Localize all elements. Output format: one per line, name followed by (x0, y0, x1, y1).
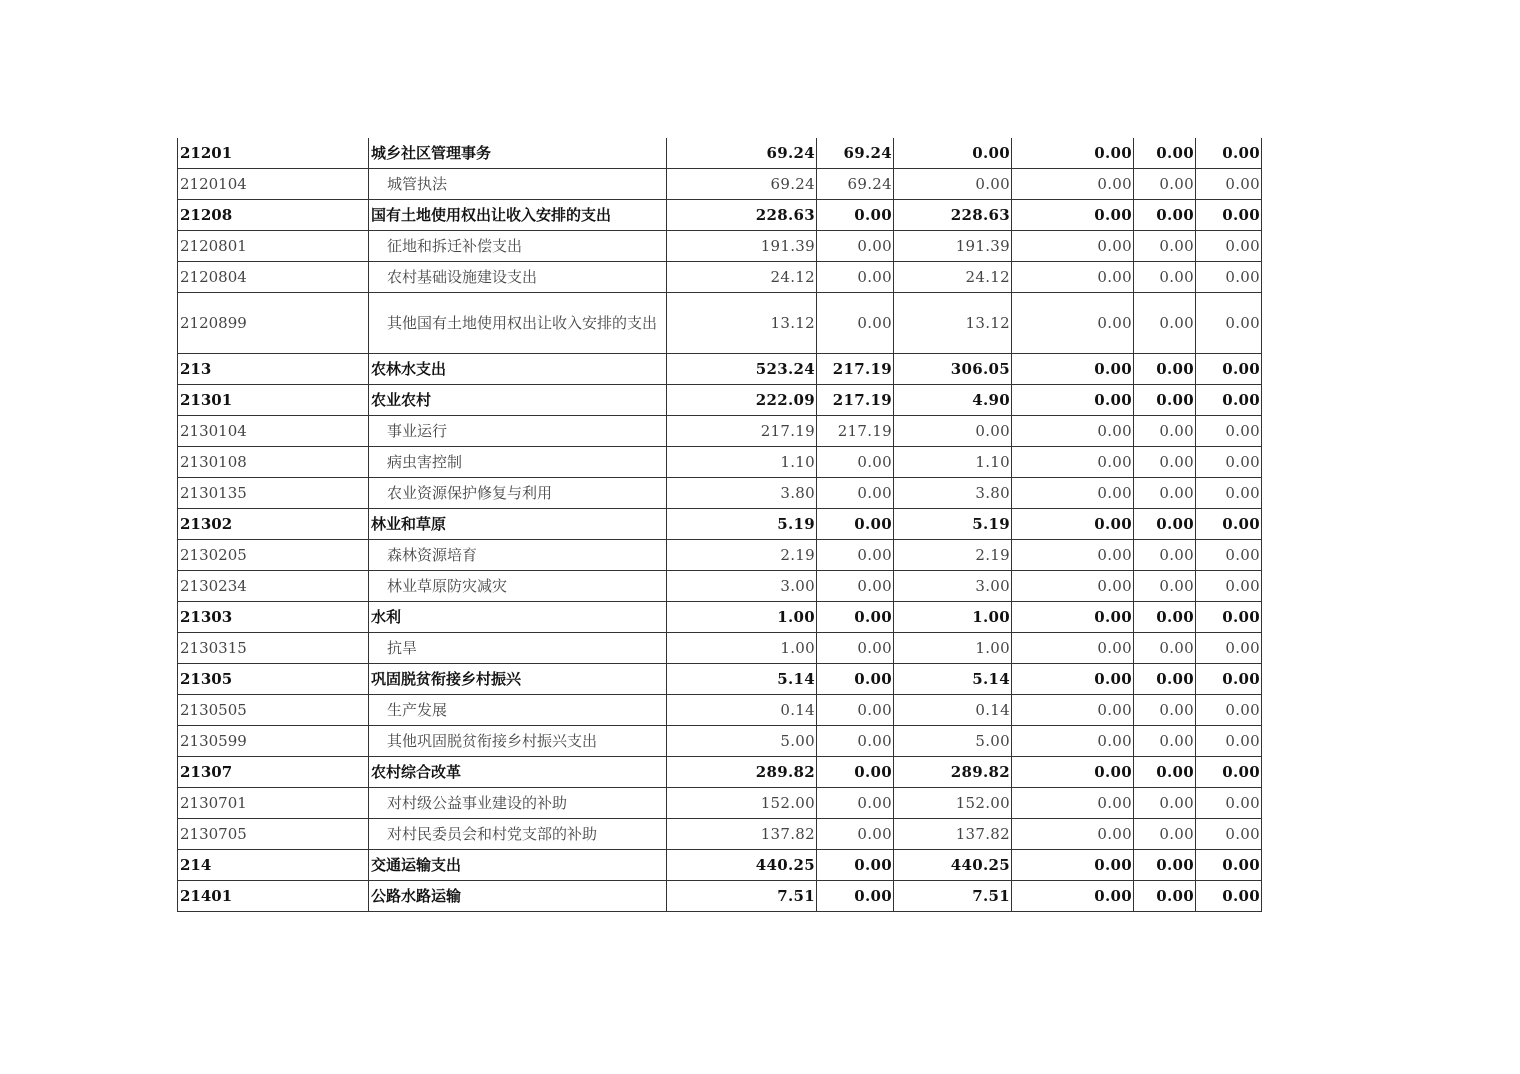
amount-cell-col5: 0.00 (1134, 602, 1196, 633)
subject-name-text: 林业草原防灾减灾 (387, 577, 508, 595)
subject-name-text: 对村级公益事业建设的补助 (387, 794, 568, 812)
amount-cell-col2: 0.00 (817, 602, 894, 633)
item-row (178, 695, 1262, 726)
amount-cell-col2: 0.00 (817, 881, 894, 912)
amount-cell-col4: 0.00 (1012, 602, 1134, 633)
amount-cell-col4: 0.00 (1012, 478, 1134, 509)
amount-cell-col2: 0.00 (817, 540, 894, 571)
category-row (178, 138, 1262, 169)
amount-cell-col5: 0.00 (1134, 726, 1196, 757)
amount-cell-col1: 137.82 (667, 819, 817, 850)
amount-cell-col3: 306.05 (894, 354, 1012, 385)
item-row (178, 478, 1262, 509)
amount-cell-col2: 0.00 (817, 571, 894, 602)
amount-cell-col4: 0.00 (1012, 200, 1134, 231)
amount-cell-col6: 0.00 (1196, 200, 1262, 231)
subject-name-cell (369, 850, 667, 881)
amount-cell-col6: 0.00 (1196, 385, 1262, 416)
subject-name-text: 农村综合改革 (371, 763, 462, 781)
subject-name-text: 其他国有土地使用权出让收入安排的支出 (387, 314, 658, 332)
amount-cell-col1: 228.63 (667, 200, 817, 231)
amount-cell-col2: 217.19 (817, 354, 894, 385)
subject-code-cell: 2130315 (178, 633, 369, 664)
amount-cell-col4: 0.00 (1012, 881, 1134, 912)
category-row (178, 385, 1262, 416)
subject-code-cell: 214 (178, 850, 369, 881)
amount-cell-col3: 2.19 (894, 540, 1012, 571)
amount-cell-col5: 0.00 (1134, 478, 1196, 509)
amount-cell-col3: 0.00 (894, 169, 1012, 200)
category-row (178, 200, 1262, 231)
amount-cell-col5: 0.00 (1134, 757, 1196, 788)
amount-cell-col1: 69.24 (667, 169, 817, 200)
amount-cell-col3: 228.63 (894, 200, 1012, 231)
item-row (178, 633, 1262, 664)
item-row (178, 169, 1262, 200)
amount-cell-col2: 0.00 (817, 633, 894, 664)
amount-cell-col1: 440.25 (667, 850, 817, 881)
amount-cell-col6: 0.00 (1196, 447, 1262, 478)
amount-cell-col5: 0.00 (1134, 293, 1196, 354)
amount-cell-col3: 440.25 (894, 850, 1012, 881)
subject-name-text: 农林水支出 (371, 360, 447, 378)
amount-cell-col1: 152.00 (667, 788, 817, 819)
subject-code-cell: 2130104 (178, 416, 369, 447)
amount-cell-col5: 0.00 (1134, 138, 1196, 169)
subject-name-cell (369, 169, 667, 200)
amount-cell-col5: 0.00 (1134, 788, 1196, 819)
amount-cell-col2: 0.00 (817, 664, 894, 695)
subject-code-cell: 213 (178, 354, 369, 385)
amount-cell-col3: 5.19 (894, 509, 1012, 540)
subject-name-text: 城管执法 (387, 175, 448, 193)
amount-cell-col6: 0.00 (1196, 726, 1262, 757)
amount-cell-col6: 0.00 (1196, 416, 1262, 447)
subject-name-cell (369, 509, 667, 540)
item-row (178, 726, 1262, 757)
amount-cell-col2: 0.00 (817, 231, 894, 262)
amount-cell-col2: 69.24 (817, 138, 894, 169)
amount-cell-col1: 24.12 (667, 262, 817, 293)
amount-cell-col5: 0.00 (1134, 850, 1196, 881)
subject-name-text: 生产发展 (387, 701, 448, 719)
amount-cell-col4: 0.00 (1012, 354, 1134, 385)
amount-cell-col1: 2.19 (667, 540, 817, 571)
amount-cell-col2: 69.24 (817, 169, 894, 200)
amount-cell-col3: 137.82 (894, 819, 1012, 850)
subject-name-text: 对村民委员会和村党支部的补助 (387, 825, 598, 843)
subject-code-cell: 21208 (178, 200, 369, 231)
subject-name-text: 其他巩固脱贫衔接乡村振兴支出 (387, 732, 598, 750)
subject-name-cell (369, 231, 667, 262)
amount-cell-col5: 0.00 (1134, 262, 1196, 293)
amount-cell-col1: 0.14 (667, 695, 817, 726)
amount-cell-col1: 523.24 (667, 354, 817, 385)
amount-cell-col1: 5.14 (667, 664, 817, 695)
amount-cell-col5: 0.00 (1134, 881, 1196, 912)
subject-name-text: 巩固脱贫衔接乡村振兴 (371, 670, 522, 688)
subject-name-cell (369, 385, 667, 416)
subject-name-text: 事业运行 (387, 422, 448, 440)
subject-name-text: 抗旱 (387, 639, 418, 657)
subject-code-cell: 21302 (178, 509, 369, 540)
subject-name-cell (369, 354, 667, 385)
amount-cell-col5: 0.00 (1134, 571, 1196, 602)
amount-cell-col4: 0.00 (1012, 757, 1134, 788)
amount-cell-col2: 0.00 (817, 757, 894, 788)
amount-cell-col6: 0.00 (1196, 788, 1262, 819)
amount-cell-col2: 0.00 (817, 819, 894, 850)
amount-cell-col4: 0.00 (1012, 850, 1134, 881)
item-row (178, 231, 1262, 262)
amount-cell-col1: 217.19 (667, 416, 817, 447)
amount-cell-col5: 0.00 (1134, 633, 1196, 664)
category-row (178, 509, 1262, 540)
amount-cell-col6: 0.00 (1196, 757, 1262, 788)
subject-name-cell (369, 416, 667, 447)
amount-cell-col2: 217.19 (817, 385, 894, 416)
amount-cell-col4: 0.00 (1012, 695, 1134, 726)
subject-name-text: 城乡社区管理事务 (371, 144, 492, 162)
item-row (178, 788, 1262, 819)
amount-cell-col3: 5.14 (894, 664, 1012, 695)
amount-cell-col2: 0.00 (817, 293, 894, 354)
amount-cell-col2: 0.00 (817, 200, 894, 231)
subject-name-cell (369, 138, 667, 169)
item-row (178, 416, 1262, 447)
subject-code-cell: 21201 (178, 138, 369, 169)
subject-name-text: 征地和拆迁补偿支出 (387, 237, 523, 255)
amount-cell-col3: 13.12 (894, 293, 1012, 354)
amount-cell-col1: 191.39 (667, 231, 817, 262)
amount-cell-col2: 0.00 (817, 447, 894, 478)
subject-code-cell: 21307 (178, 757, 369, 788)
subject-code-cell: 21305 (178, 664, 369, 695)
subject-name-cell (369, 540, 667, 571)
subject-code-cell: 21301 (178, 385, 369, 416)
amount-cell-col3: 152.00 (894, 788, 1012, 819)
amount-cell-col4: 0.00 (1012, 293, 1134, 354)
amount-cell-col6: 0.00 (1196, 231, 1262, 262)
amount-cell-col4: 0.00 (1012, 138, 1134, 169)
subject-code-cell: 2130505 (178, 695, 369, 726)
subject-name-text: 林业和草原 (371, 515, 447, 533)
subject-name-text: 国有土地使用权出让收入安排的支出 (371, 206, 612, 224)
amount-cell-col5: 0.00 (1134, 416, 1196, 447)
amount-cell-col4: 0.00 (1012, 664, 1134, 695)
amount-cell-col2: 0.00 (817, 850, 894, 881)
amount-cell-col2: 0.00 (817, 509, 894, 540)
subject-name-cell (369, 200, 667, 231)
amount-cell-col1: 1.00 (667, 633, 817, 664)
subject-name-text: 农业农村 (371, 391, 432, 409)
subject-name-cell (369, 819, 667, 850)
item-row (178, 819, 1262, 850)
category-row (178, 881, 1262, 912)
item-row (178, 262, 1262, 293)
amount-cell-col6: 0.00 (1196, 262, 1262, 293)
subject-name-cell (369, 293, 667, 354)
amount-cell-col6: 0.00 (1196, 169, 1262, 200)
subject-name-text: 农业资源保护修复与利用 (387, 484, 553, 502)
subject-code-cell: 2130234 (178, 571, 369, 602)
amount-cell-col6: 0.00 (1196, 695, 1262, 726)
amount-cell-col6: 0.00 (1196, 354, 1262, 385)
amount-cell-col4: 0.00 (1012, 819, 1134, 850)
amount-cell-col1: 7.51 (667, 881, 817, 912)
item-row (178, 571, 1262, 602)
amount-cell-col3: 0.00 (894, 416, 1012, 447)
amount-cell-col1: 289.82 (667, 757, 817, 788)
subject-name-cell (369, 571, 667, 602)
amount-cell-col3: 289.82 (894, 757, 1012, 788)
amount-cell-col6: 0.00 (1196, 881, 1262, 912)
amount-cell-col2: 0.00 (817, 478, 894, 509)
amount-cell-col4: 0.00 (1012, 633, 1134, 664)
subject-code-cell: 2130135 (178, 478, 369, 509)
subject-name-cell (369, 726, 667, 757)
category-row (178, 354, 1262, 385)
category-row (178, 850, 1262, 881)
amount-cell-col1: 1.10 (667, 447, 817, 478)
amount-cell-col1: 1.00 (667, 602, 817, 633)
subject-name-cell (369, 695, 667, 726)
subject-code-cell: 21401 (178, 881, 369, 912)
amount-cell-col3: 5.00 (894, 726, 1012, 757)
amount-cell-col4: 0.00 (1012, 385, 1134, 416)
amount-cell-col6: 0.00 (1196, 293, 1262, 354)
subject-code-cell: 2130108 (178, 447, 369, 478)
amount-cell-col4: 0.00 (1012, 416, 1134, 447)
subject-code-cell: 2130205 (178, 540, 369, 571)
amount-cell-col2: 0.00 (817, 695, 894, 726)
subject-name-text: 交通运输支出 (371, 856, 462, 874)
amount-cell-col6: 0.00 (1196, 664, 1262, 695)
subject-code-cell: 2130701 (178, 788, 369, 819)
subject-name-cell (369, 757, 667, 788)
amount-cell-col5: 0.00 (1134, 509, 1196, 540)
amount-cell-col3: 0.14 (894, 695, 1012, 726)
amount-cell-col4: 0.00 (1012, 447, 1134, 478)
amount-cell-col1: 3.00 (667, 571, 817, 602)
amount-cell-col6: 0.00 (1196, 540, 1262, 571)
amount-cell-col4: 0.00 (1012, 571, 1134, 602)
amount-cell-col5: 0.00 (1134, 819, 1196, 850)
item-row (178, 540, 1262, 571)
amount-cell-col3: 3.80 (894, 478, 1012, 509)
subject-name-cell (369, 664, 667, 695)
amount-cell-col2: 217.19 (817, 416, 894, 447)
subject-name-text: 农村基础设施建设支出 (387, 268, 538, 286)
amount-cell-col5: 0.00 (1134, 231, 1196, 262)
subject-name-text: 病虫害控制 (387, 453, 463, 471)
amount-cell-col3: 24.12 (894, 262, 1012, 293)
amount-cell-col3: 1.00 (894, 602, 1012, 633)
amount-cell-col4: 0.00 (1012, 726, 1134, 757)
amount-cell-col6: 0.00 (1196, 478, 1262, 509)
subject-code-cell: 2120801 (178, 231, 369, 262)
subject-name-cell (369, 633, 667, 664)
amount-cell-col5: 0.00 (1134, 169, 1196, 200)
amount-cell-col1: 69.24 (667, 138, 817, 169)
subject-name-cell (369, 602, 667, 633)
subject-name-cell (369, 262, 667, 293)
amount-cell-col1: 5.00 (667, 726, 817, 757)
amount-cell-col4: 0.00 (1012, 262, 1134, 293)
subject-name-cell (369, 447, 667, 478)
amount-cell-col2: 0.00 (817, 726, 894, 757)
amount-cell-col5: 0.00 (1134, 200, 1196, 231)
subject-code-cell: 2120104 (178, 169, 369, 200)
amount-cell-col1: 3.80 (667, 478, 817, 509)
item-row (178, 447, 1262, 478)
category-row (178, 602, 1262, 633)
amount-cell-col6: 0.00 (1196, 602, 1262, 633)
amount-cell-col5: 0.00 (1134, 695, 1196, 726)
amount-cell-col3: 0.00 (894, 138, 1012, 169)
subject-name-text: 公路水路运输 (371, 887, 462, 905)
amount-cell-col3: 7.51 (894, 881, 1012, 912)
table-body (178, 138, 1262, 912)
amount-cell-col5: 0.00 (1134, 447, 1196, 478)
amount-cell-col4: 0.00 (1012, 231, 1134, 262)
amount-cell-col3: 191.39 (894, 231, 1012, 262)
category-row (178, 664, 1262, 695)
subject-code-cell: 2130705 (178, 819, 369, 850)
amount-cell-col4: 0.00 (1012, 169, 1134, 200)
amount-cell-col6: 0.00 (1196, 509, 1262, 540)
subject-name-cell (369, 881, 667, 912)
amount-cell-col5: 0.00 (1134, 385, 1196, 416)
amount-cell-col1: 5.19 (667, 509, 817, 540)
amount-cell-col3: 3.00 (894, 571, 1012, 602)
budget-expenditure-table (177, 138, 1262, 912)
amount-cell-col5: 0.00 (1134, 354, 1196, 385)
subject-code-cell: 21303 (178, 602, 369, 633)
amount-cell-col6: 0.00 (1196, 633, 1262, 664)
amount-cell-col6: 0.00 (1196, 571, 1262, 602)
subject-code-cell: 2120899 (178, 293, 369, 354)
amount-cell-col5: 0.00 (1134, 664, 1196, 695)
amount-cell-col3: 4.90 (894, 385, 1012, 416)
subject-code-cell: 2130599 (178, 726, 369, 757)
amount-cell-col4: 0.00 (1012, 509, 1134, 540)
subject-name-text: 森林资源培育 (387, 546, 478, 564)
amount-cell-col6: 0.00 (1196, 819, 1262, 850)
amount-cell-col2: 0.00 (817, 788, 894, 819)
subject-name-cell (369, 478, 667, 509)
amount-cell-col1: 222.09 (667, 385, 817, 416)
amount-cell-col2: 0.00 (817, 262, 894, 293)
subject-name-text: 水利 (371, 608, 402, 626)
amount-cell-col4: 0.00 (1012, 540, 1134, 571)
item-row (178, 293, 1262, 354)
subject-name-cell (369, 788, 667, 819)
amount-cell-col4: 0.00 (1012, 788, 1134, 819)
amount-cell-col6: 0.00 (1196, 138, 1262, 169)
category-row (178, 757, 1262, 788)
amount-cell-col1: 13.12 (667, 293, 817, 354)
subject-code-cell: 2120804 (178, 262, 369, 293)
amount-cell-col3: 1.00 (894, 633, 1012, 664)
amount-cell-col6: 0.00 (1196, 850, 1262, 881)
amount-cell-col5: 0.00 (1134, 540, 1196, 571)
amount-cell-col3: 1.10 (894, 447, 1012, 478)
